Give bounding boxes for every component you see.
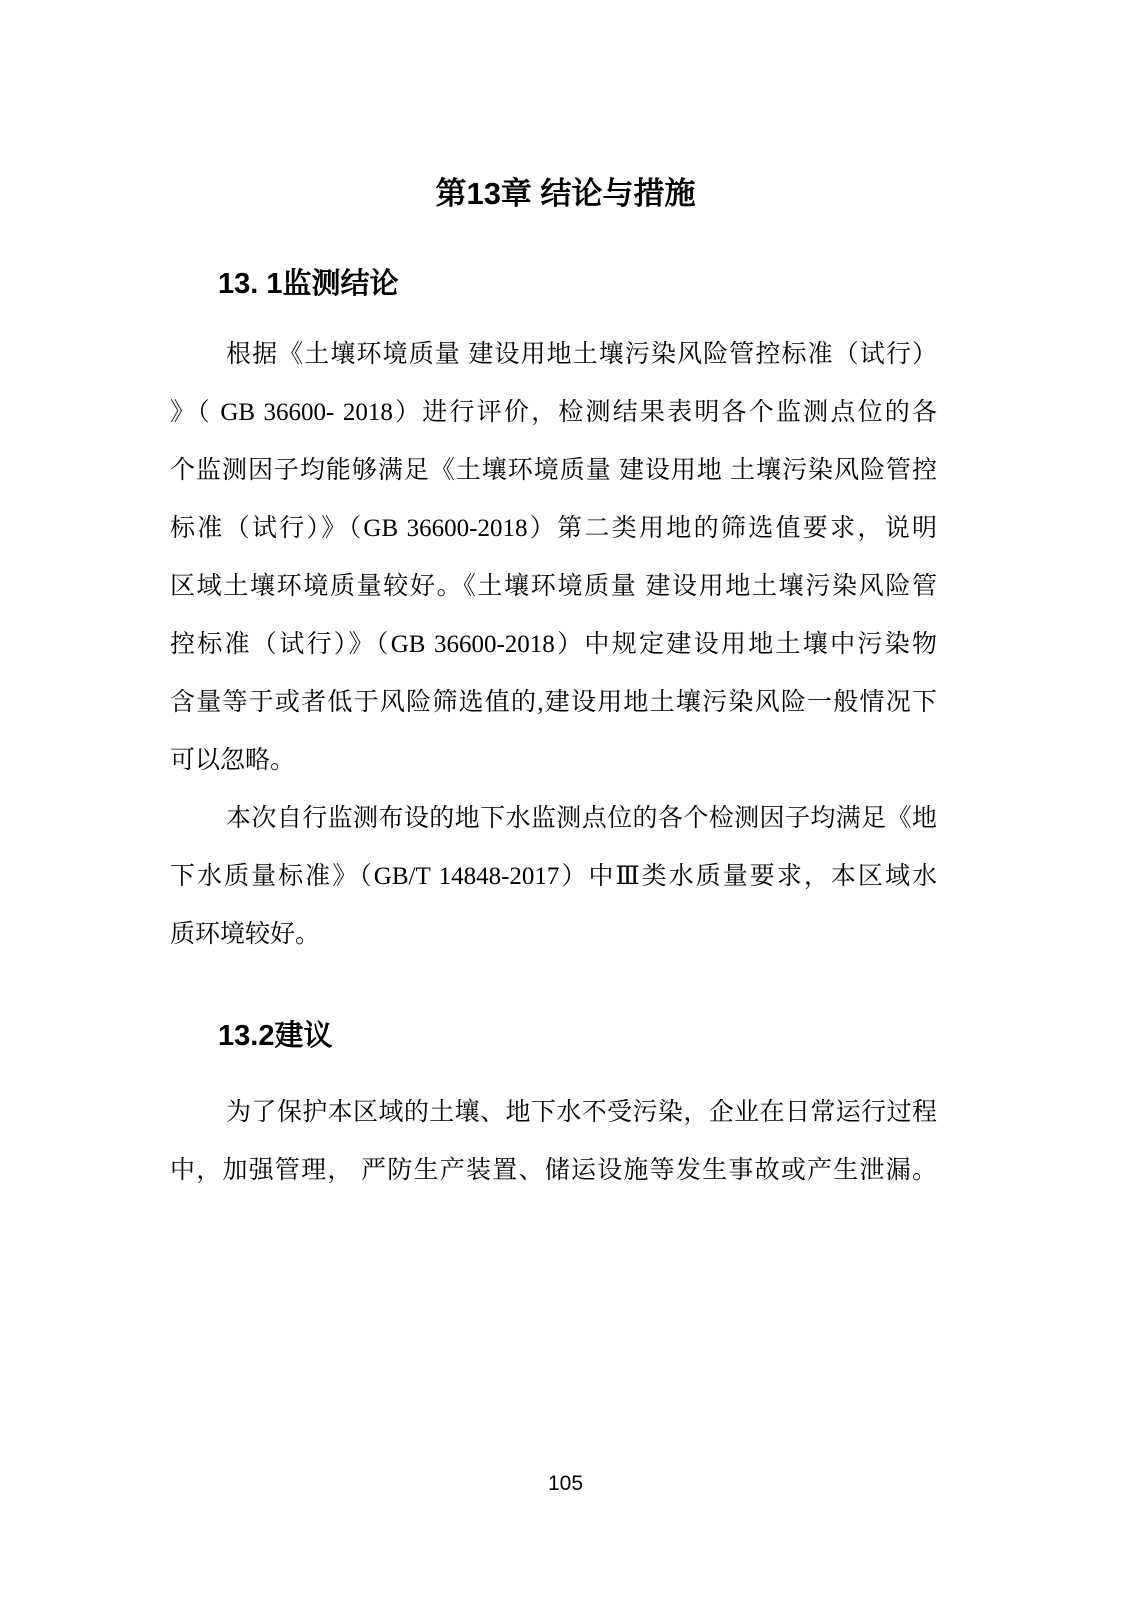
- body-line: 下水质量标准》（GB/T 14848-2017）中Ⅲ类水质量要求，本区域水: [170, 863, 937, 891]
- body-line: 》（ GB 36600- 2018）进行评价，检测结果表明各个监测点位的各: [170, 399, 937, 427]
- body-line: 含量等于或者低于风险筛选值的,建设用地土壤污染风险一般情况下: [170, 689, 937, 717]
- paragraph-recommendation: [0, 1084, 1131, 1200]
- page-number: 105: [547, 1472, 584, 1495]
- section-heading-13-2: 13.2建议: [218, 1020, 333, 1053]
- body-line: 区域土壤环境质量较好。《土壤环境质量 建设用地土壤污染风险管: [170, 573, 937, 601]
- body-line: 质环境较好。: [170, 921, 321, 949]
- chapter-title: 第13章 结论与措施: [435, 176, 696, 211]
- body-line: 控标准（试行）》（GB 36600-2018）中规定建设用地土壤中污染物: [170, 631, 937, 659]
- paragraph-monitoring-groundwater: [0, 790, 1131, 964]
- body-line: 可以忽略。: [170, 747, 296, 775]
- body-line: 根据《土壤环境质量 建设用地土壤污染风险管控标准（试行）: [226, 341, 937, 369]
- body-line: 中，加强管理， 严防生产装置、储运设施等发生事故或产生泄漏。: [170, 1157, 937, 1185]
- paragraph-monitoring-soil: [0, 326, 1131, 790]
- body-line: 为了保护本区域的土壤、地下水不受污染，企业在日常运行过程: [226, 1099, 937, 1127]
- body-line: 标准（试行）》（GB 36600-2018）第二类用地的筛选值要求，说明: [170, 515, 937, 543]
- body-line: 个监测因子均能够满足《土壤环境质量 建设用地 土壤污染风险管控: [170, 457, 937, 485]
- body-line: 本次自行监测布设的地下水监测点位的各个检测因子均满足《地: [226, 805, 937, 833]
- section-heading-13-1: 13. 1监测结论: [218, 268, 399, 300]
